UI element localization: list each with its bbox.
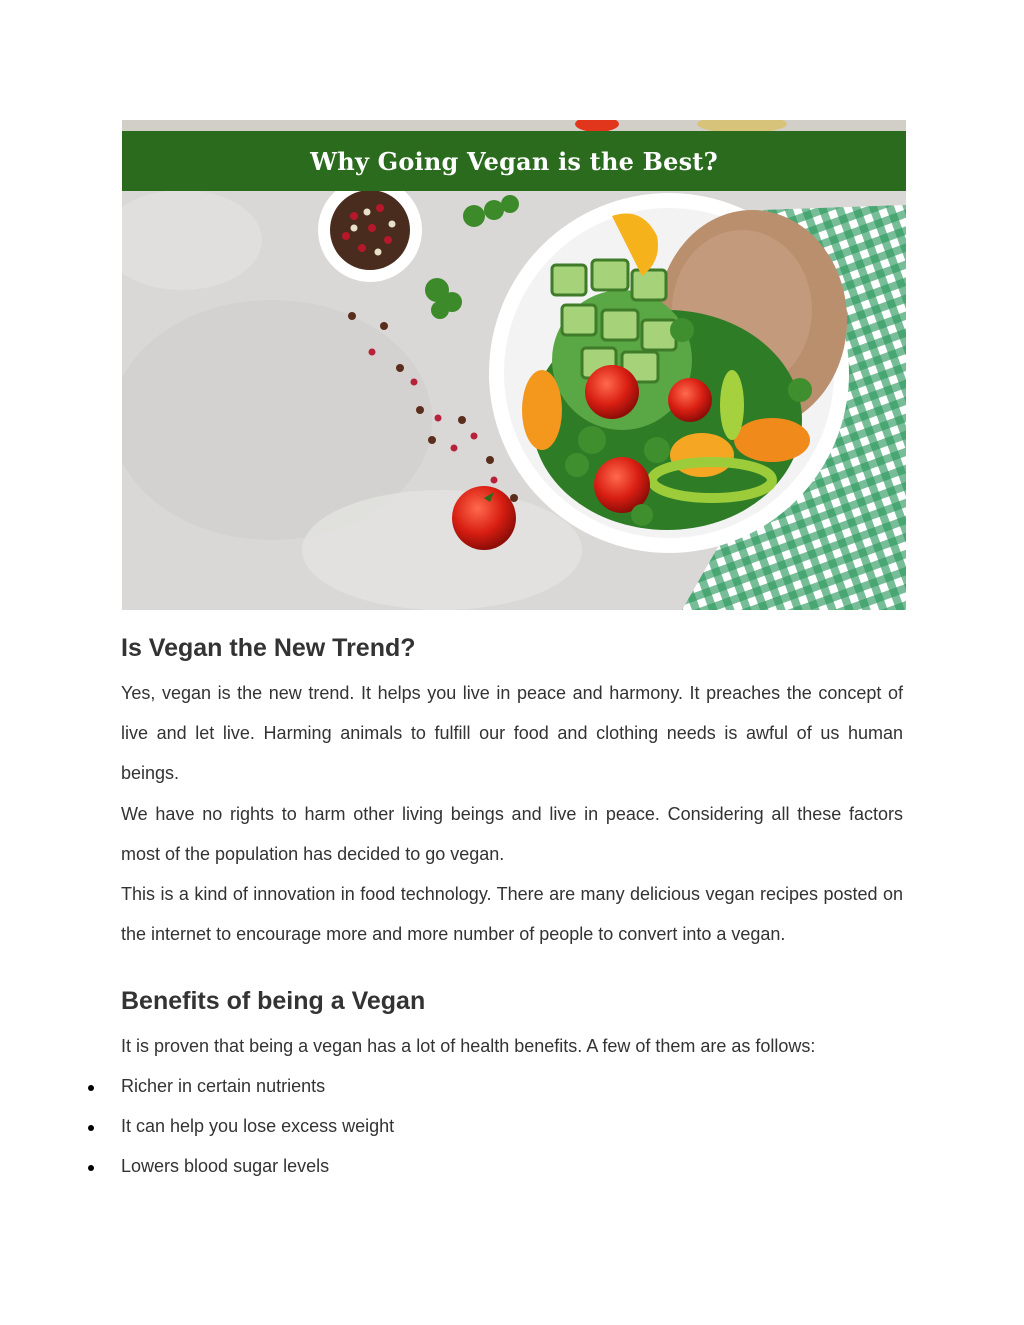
hero-banner-title: Why Going Vegan is the Best? [310,146,718,176]
list-item-text: Richer in certain nutrients [121,1076,326,1096]
section-heading-benefits: Benefits of being a Vegan [121,987,426,1015]
list-item-text: It can help you lose excess weight [121,1116,395,1136]
paragraph-benefits-intro: It is proven that being a vegan has a lot of health benefits. A few of them are as follows: [121,1036,816,1056]
list-item-text: Lowers blood sugar levels [121,1156,330,1176]
section-heading-trend: Is Vegan the New Trend? [121,634,416,662]
paragraph-trend-2: We have no rights to harm other living beings and live in peace. Considering all these factors most of the population has decided to go vegan. [121,804,903,865]
paragraph-trend-3: This is a kind of innovation in food technology. There are many delicious vegan recipes posted on the internet to encourage more and more number of people to convert into a vegan. [121,884,903,945]
bullet-icon [88,1085,94,1091]
vegan-salad-photo [122,120,906,610]
hero-image [122,120,906,610]
bullet-icon [88,1125,94,1131]
bullet-icon [88,1165,94,1171]
paragraph-trend-1: Yes, vegan is the new trend. It helps you live in peace and harmony. It preaches the concept of live and let live. Harming animals to fulfill our food and clothing needs is awful of us human beings. [121,683,903,784]
hero-banner [122,131,906,191]
